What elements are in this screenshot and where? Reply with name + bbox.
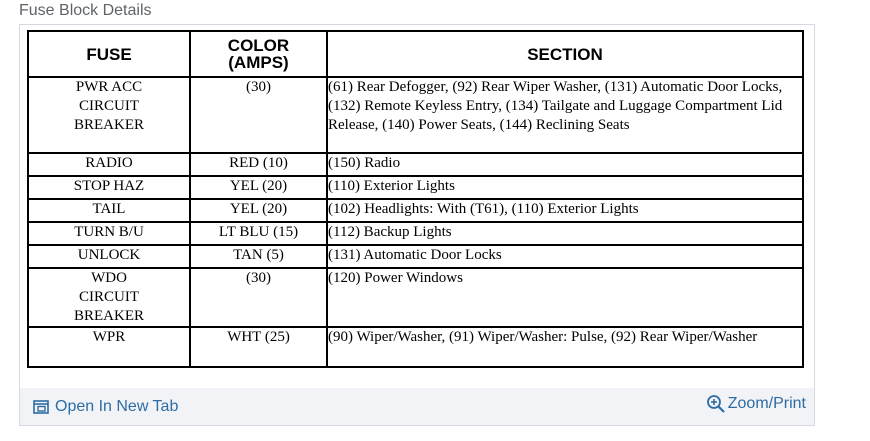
fuse-cell: WPR — [28, 327, 190, 367]
zoom-print-link[interactable] — [706, 394, 806, 414]
color-cell: YEL (20) — [190, 176, 327, 199]
fuse-block-card — [19, 24, 815, 426]
color-cell: RED (10) — [190, 153, 327, 176]
card-footer — [20, 388, 814, 425]
section-cell: (150) Radio — [327, 153, 803, 176]
page-title: Fuse Block Details — [19, 2, 152, 19]
color-cell: (30) — [190, 77, 327, 153]
table-row — [28, 153, 803, 176]
section-cell: (110) Exterior Lights — [327, 176, 803, 199]
open-in-new-tab-link[interactable] — [33, 398, 178, 416]
table-row — [28, 268, 803, 327]
zoom-print-label: Zoom/Print — [727, 395, 806, 412]
table-row — [28, 199, 803, 222]
fuse-cell: UNLOCK — [28, 245, 190, 268]
fuse-cell: PWR ACC CIRCUIT BREAKER — [28, 77, 190, 153]
table-row — [28, 327, 803, 367]
fuse-table-image — [27, 30, 802, 387]
color-cell: WHT (25) — [190, 327, 327, 367]
open-in-new-tab-label: Open In New Tab — [55, 398, 179, 415]
fuse-cell: TAIL — [28, 199, 190, 222]
section-cell: (131) Automatic Door Locks — [327, 245, 803, 268]
color-cell: (30) — [190, 268, 327, 327]
section-cell: (112) Backup Lights — [327, 222, 803, 245]
zoom-icon — [706, 394, 726, 414]
header-color-line1: COLOR — [227, 36, 290, 55]
table-header-row — [28, 31, 803, 77]
section-cell: (90) Wiper/Washer, (91) Wiper/Washer: Pulse, (92) Rear Wiper/Washer — [327, 327, 803, 367]
open-in-new-tab-icon — [33, 400, 49, 414]
fuse-cell: TURN B/U — [28, 222, 190, 245]
header-color-line2: (AMPS) — [228, 53, 289, 72]
header-fuse: FUSE — [28, 31, 190, 77]
color-cell: TAN (5) — [190, 245, 327, 268]
color-cell: YEL (20) — [190, 199, 327, 222]
fuse-table — [27, 30, 804, 368]
fuse-cell: RADIO — [28, 153, 190, 176]
header-section: SECTION — [327, 31, 803, 77]
section-cell: (120) Power Windows — [327, 268, 803, 327]
section-cell: (102) Headlights: With (T61), (110) Exterior Lights — [327, 199, 803, 222]
fuse-cell: WDO CIRCUIT BREAKER — [28, 268, 190, 327]
table-row — [28, 222, 803, 245]
fuse-cell: STOP HAZ — [28, 176, 190, 199]
header-color — [190, 31, 327, 77]
section-cell: (61) Rear Defogger, (92) Rear Wiper Washer, (131) Automatic Door Locks, (132) Remote Keyless Entry, (134) Tailgate and Luggage Compartment Lid Release, (140) Power Seats, (144) Reclining Seats — [327, 77, 803, 153]
table-row — [28, 176, 803, 199]
color-cell: LT BLU (15) — [190, 222, 327, 245]
table-row — [28, 77, 803, 153]
table-row — [28, 245, 803, 268]
